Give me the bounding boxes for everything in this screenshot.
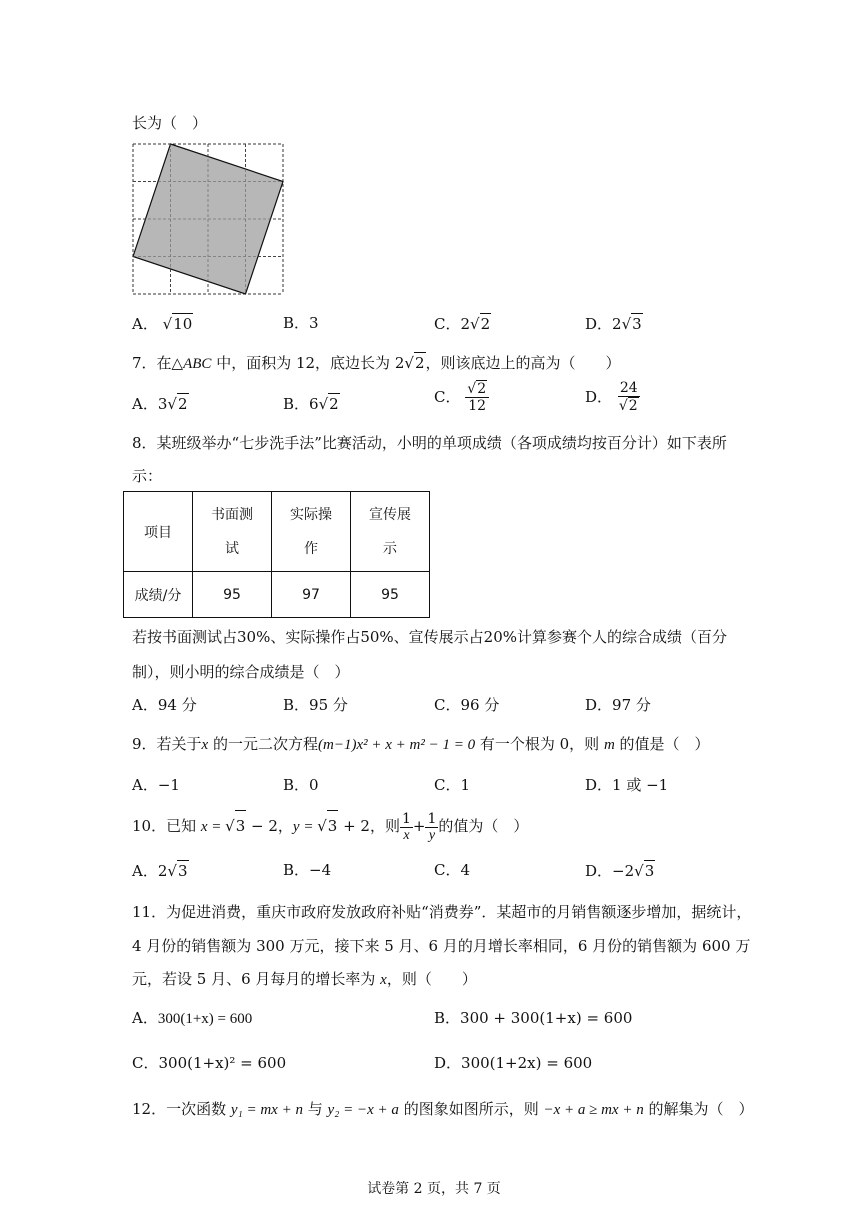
table-cell: 97 [272,572,351,618]
q11-option-d[interactable]: D．300(1+2x) = 600 [434,1054,593,1072]
q9-option-a[interactable]: A．−1 [132,776,180,794]
q11-option-b[interactable]: B．300 + 300(1+x) = 600 [434,1009,633,1027]
q10-option-a[interactable]: A．2√3 [132,862,188,880]
q6-option-d[interactable]: D．2√3 [585,315,642,333]
q7-option-a[interactable]: A．3√2 [132,395,188,413]
q10-option-c[interactable]: C．4 [434,861,471,879]
q6-option-c[interactable]: C．2√2 [434,315,491,333]
q8-option-d[interactable]: D．97 分 [585,696,651,714]
page-footer: 试卷第 2 页，共 7 页 [367,1181,501,1197]
q9-stem: 9．若关于x 的一元二次方程(m−1)x² + x + m² − 1 = 0 有一个根为 0，则 m 的值是（ ） [132,735,710,753]
q11-stem-line1: 11．为促进消费，重庆市政府发放政府补贴“消费券”．某超市的月销售额逐步增加，据统计， [132,903,752,921]
q6-option-b[interactable]: B．3 [283,314,319,332]
q9-option-b[interactable]: B．0 [283,776,319,794]
fraction: $\frac{1}{y}$ [427,810,437,843]
q11-stem-line3: 元，若设 5 月、6 月每月的增长率为 x，则（ ） [132,970,477,988]
q7-option-b[interactable]: B．6√2 [283,395,339,413]
q12-stem: 12．一次函数 y₁ = mx + n 与 y₂ = −x + a 的图象如图所示，则 −x + a ≥ mx + n 的解集为（ ） [132,1100,754,1118]
score-table [123,491,430,618]
fraction: $\frac{1}{x}$ [401,810,411,843]
q8-option-b[interactable]: B．95 分 [283,696,348,714]
fraction: $\frac{√2}{12}$ [465,380,489,414]
table-header-item: 项目 [124,492,193,572]
grid-square-figure [130,141,287,297]
table-header-practice: 实际操 作 [272,492,351,572]
q8-option-a[interactable]: A．94 分 [132,696,197,714]
q10-option-b[interactable]: B．−4 [283,861,332,879]
q6-option-a[interactable]: A． √10 [132,315,193,333]
sqrt-symbol: √10 [162,315,193,333]
table-header-written: 书面测 试 [193,492,272,572]
q11-option-a[interactable]: A．300(1+x) = 600 [132,1009,253,1027]
q8-option-c[interactable]: C．96 分 [434,696,500,714]
q7-option-d[interactable]: D． $\frac{24}{√2}$ [585,380,641,414]
table-cell: 95 [193,572,272,618]
q9-option-c[interactable]: C．1 [434,776,471,794]
q7-option-c[interactable]: C． $\frac{√2}{12}$ [434,380,489,414]
fraction: $\frac{24}{√2}$ [618,380,638,414]
table-header-promo: 宣传展 示 [351,492,430,572]
q8-stem-line2: 示： [132,467,163,485]
q8-after-line1: 若按书面测试占30%、实际操作占50%、宣传展示占20%计算参赛个人的综合成绩（百分 [132,628,728,646]
q9-option-d[interactable]: D．1 或 −1 [585,776,669,794]
q10-option-d[interactable]: D．−2√3 [585,862,655,880]
table-row-label: 成绩/分 [124,572,193,618]
table-cell: 95 [351,572,430,618]
q7-stem: 7．在△ABC 中，面积为 12，底边长为 2√2，则该底边上的高为（ ） [132,354,621,372]
q11-stem-line2: 4 月份的销售额为 300 万元，接下来 5 月、6 月的月增长率相同，6 月份的销售额为 600 万 [132,937,751,955]
q10-stem: 10．已知 x = √3 − 2，y = √3 + 2，则 $\frac{1}{x}$ + $\frac{1}{y}$ 的值为（ ） [132,810,529,843]
q8-stem-line1: 8．某班级举办“七步洗手法”比赛活动，小明的单项成绩（各项成绩均按百分计）如下表所 [132,434,727,452]
q8-after-line2: 制），则小明的综合成绩是（ ） [132,663,350,681]
q11-option-c[interactable]: C．300(1+x)² = 600 [132,1054,287,1072]
q6-stem-tail: 长为（ ） [132,114,208,132]
